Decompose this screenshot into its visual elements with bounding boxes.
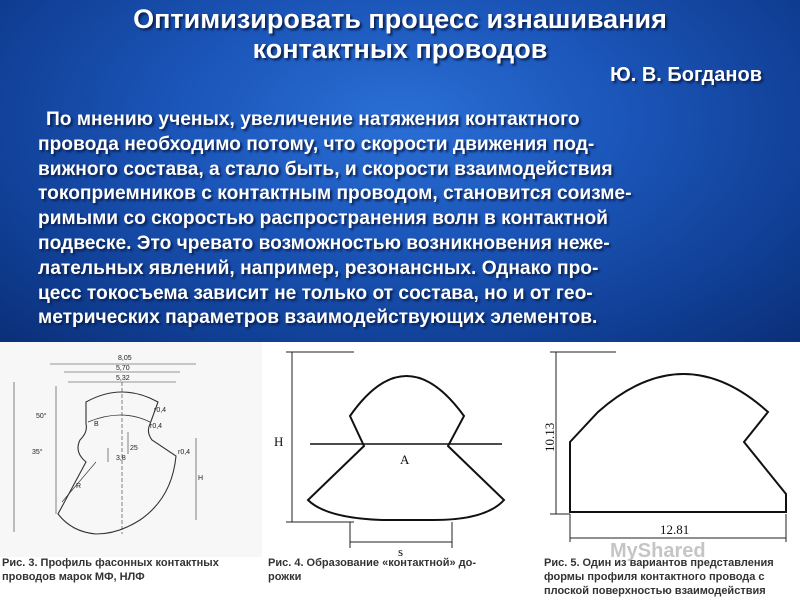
fig4-caption-line: рожки [268, 571, 302, 583]
body-line: вижного состава, а стало быть, и скорости взаимодействия [38, 158, 613, 180]
title-line-2: контактных проводов [252, 34, 548, 64]
body-line: подвеске. Это чревато возможностью возникновения неже- [38, 233, 610, 254]
fig5-width-label: 12.81 [660, 522, 690, 537]
fig3-dim-805: 8,05 [118, 355, 132, 362]
body-line: римыми со скоростью распространения волн в контактной [38, 208, 608, 230]
fig3-label-h: H [198, 475, 204, 482]
figure-5-drawing [536, 342, 800, 557]
fig3-radius-1: r0,4 [154, 407, 167, 414]
figure-3-caption [2, 556, 219, 584]
fig4-svg [264, 342, 530, 557]
body-line: провода необходимо потому, что скорости движения под- [38, 133, 595, 155]
fig4-caption-line: Рис. 4. Образование «контактной» до- [268, 557, 477, 569]
fig4-label-a: A [400, 452, 410, 467]
fig3-dim-38: 3,8 [116, 455, 126, 462]
watermark-logo: MyShared [610, 540, 706, 562]
fig3-angle-35: 35° [32, 449, 43, 456]
body-line: цесс токосъема зависит не только от состава, но и от гео- [38, 282, 593, 304]
fig3-radius-2: r0,4 [150, 423, 163, 430]
body-line: токоприемников с контактным проводом, становится соизме- [38, 183, 632, 205]
author-name: Ю. В. Богданов [610, 64, 762, 86]
fig3-caption-line: Рис. 3. Профиль фасонных контактных [2, 557, 219, 569]
fig3-radius-3: r0,4 [178, 449, 191, 456]
fig5-svg [536, 342, 800, 557]
fig3-label-r: R [76, 483, 82, 490]
fig4-profile [308, 376, 504, 520]
fig5-caption-line: Рис. 5. Один из вариантов представления [544, 557, 774, 569]
fig3-dim-25: 25 [130, 445, 138, 452]
figure-4-drawing [264, 342, 530, 557]
body-line: По мнению ученых, увеличение натяжения контактного [46, 109, 580, 130]
fig5-caption-line: плоской поверхностью взаимодействия [544, 585, 766, 597]
fig5-caption-line: формы профиля контактного провода с [544, 571, 765, 583]
body-line: лательных явлений, например, резонансных. Однако про- [38, 257, 599, 279]
fig3-dim-532: 5,32 [116, 375, 130, 382]
fig3-label-b: B [94, 421, 99, 428]
fig5-height-label: 10.13 [542, 422, 557, 452]
fig3-dim-570: 5,70 [116, 365, 130, 372]
body-line: метрических параметров взаимодействующих элементов. [38, 307, 598, 329]
figure-4-caption [268, 556, 476, 584]
figure-3-drawing [0, 342, 262, 557]
fig3-svg [0, 342, 262, 557]
fig4-label-s: s [398, 544, 404, 557]
slide-title [0, 4, 800, 64]
title-line-1: Оптимизировать процесс изнашивания [133, 4, 667, 34]
fig3-angle-50: 50° [36, 413, 47, 420]
fig4-label-h: H [274, 434, 284, 449]
fig3-caption-line: проводов марок МФ, НЛФ [2, 571, 145, 583]
fig5-profile [570, 374, 786, 512]
